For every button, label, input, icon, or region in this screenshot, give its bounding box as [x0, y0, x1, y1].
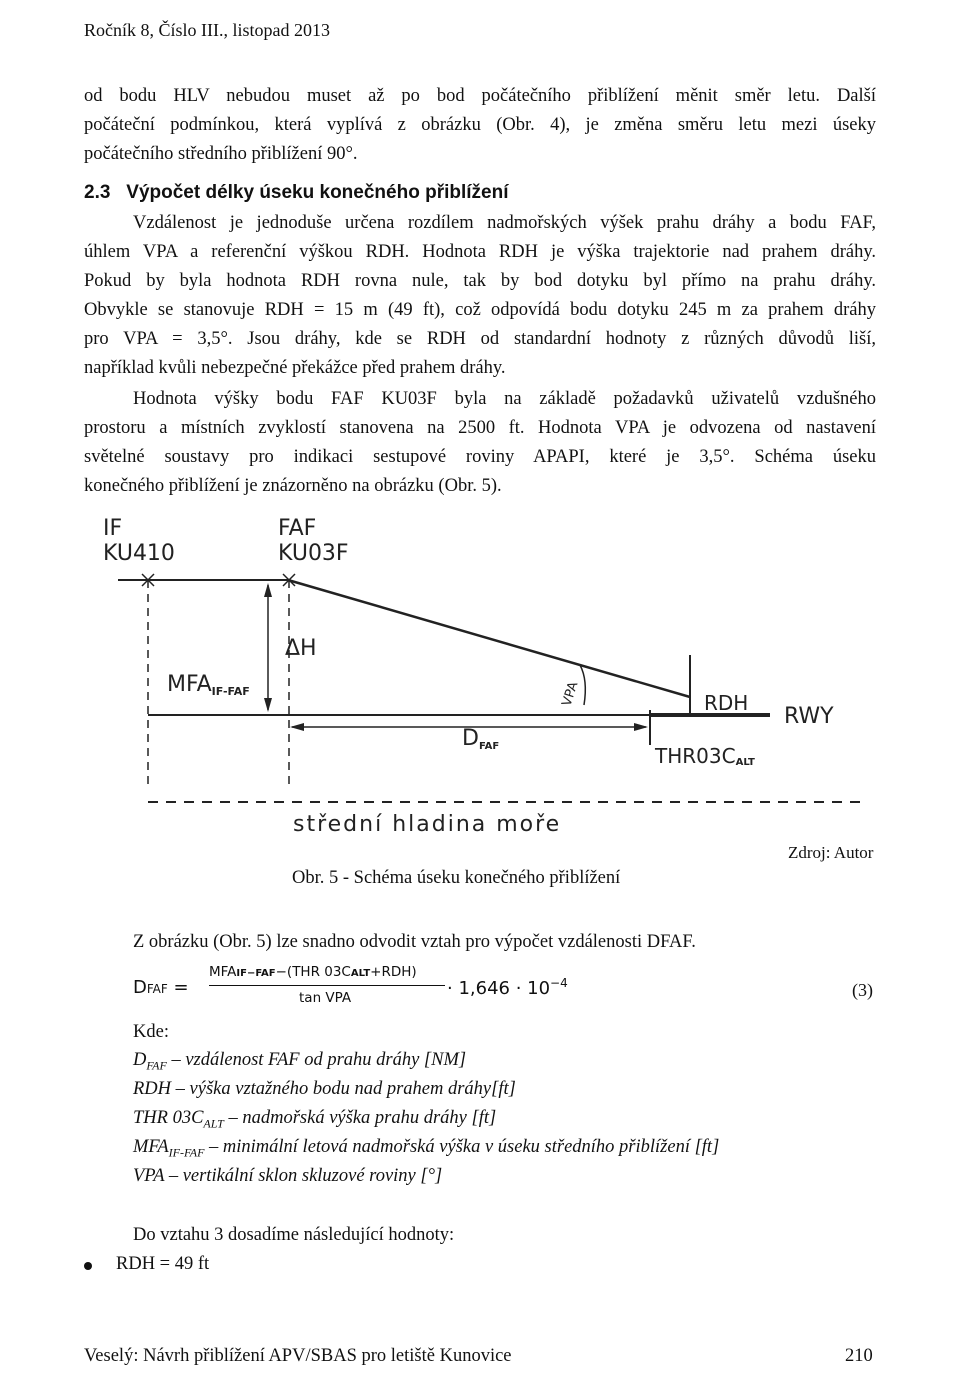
faf-label: FAF — [278, 516, 317, 541]
if-label: IF — [103, 516, 123, 541]
where-label: Kde: — [133, 1022, 169, 1042]
delta-h-label: ΔH — [285, 636, 317, 661]
figure-caption: Obr. 5 - Schéma úseku konečného přiblížení — [292, 868, 621, 888]
paragraph-line: počáteční podmínkou, která vyplívá z obrázku (Obr. 4), je změna směru letu mezi úseky — [84, 115, 876, 135]
figure-source: Zdroj: Autor — [788, 843, 874, 862]
thr-main: THR03C — [655, 744, 736, 768]
paragraph-line: od bodu HLV nebudou muset až po bod počátečního přiblížení měnit směr letu. Další — [84, 86, 876, 106]
paragraph-line: prostoru a místních zvyklostí stanovena na 2500 ft. Hodnota VPA je odvozena od nastavení — [84, 418, 876, 438]
bullet-item: RDH = 49 ft — [116, 1254, 210, 1274]
d-main: D — [462, 726, 479, 751]
paragraph-line: počátečního středního přiblížení 90°. — [84, 144, 358, 164]
descent-path-line — [288, 580, 690, 697]
paragraph-line: Do vztahu 3 dosadíme následující hodnoty: — [133, 1225, 455, 1245]
paragraph-line: Vzdálenost je jednoduše určena rozdílem nadmořských výšek prahu dráhy a bodu FAF, — [133, 213, 876, 233]
definition-item: VPA – vertikální sklon skluzové roviny [°] — [133, 1166, 443, 1186]
thr-sub: ALT — [735, 757, 755, 768]
eq-factor: · $1,646 \cdot 10^{-4}$ — [447, 976, 568, 999]
eq-numerator: MFAIF−FAF−(THR 03CALT+RDH) — [209, 964, 417, 980]
eq-number: (3) — [852, 980, 873, 1000]
paragraph-line: konečného přiblížení je znázorněno na obrázku (Obr. 5). — [84, 476, 502, 496]
section-number: 2.3 — [84, 182, 111, 203]
d-sub: FAF — [478, 741, 500, 752]
section-heading — [84, 182, 508, 204]
rwy-label: RWY — [784, 704, 834, 729]
bullet-dot — [84, 1262, 92, 1270]
d-faf-label — [462, 726, 499, 752]
paragraph-line: například kvůli nebezpečné překážce před prahem dráhy. — [84, 358, 506, 378]
paragraph-line: Pokud by byla hodnota RDH rovna nule, tak by bod dotyku byl přímo na prahu dráhy. — [84, 271, 876, 291]
definition-item: THR $03C_{ALT}$ – nadmořská výška prahu dráhy [ft] — [133, 1108, 497, 1131]
definition-item: $D_{FAF}$ – vzdálenost FAF od prahu dráhy [NM] — [133, 1050, 467, 1073]
mfa-label — [167, 672, 250, 698]
eq-lhs: DFAF = — [133, 977, 189, 998]
mfa-main: MFA — [167, 672, 212, 697]
equation — [133, 964, 876, 1012]
faf-code: KU03F — [278, 541, 349, 566]
paragraph-line: světelné soustavy pro indikaci sestupové roviny APAPI, které je 3,5°. Schéma úseku — [84, 447, 876, 467]
page-number: 210 — [845, 1346, 873, 1366]
definition-item: $MFA_{IF-FAF}$ – minimální letová nadmořská výška v úseku středního přiblížení [ft] — [133, 1137, 720, 1160]
paragraph-line: pro VPA = 3,5°. Jsou dráhy, kde se RDH od standardní hodnoty z různých důvodů liší, — [84, 329, 876, 349]
paragraph-line: Z obrázku (Obr. 5) lze snadno odvodit vztah pro výpočet vzdálenosti DFAF. — [133, 932, 696, 952]
if-code: KU410 — [103, 541, 175, 566]
definition-item: RDH – výška vztažného bodu nad prahem dráhy[ft] — [133, 1079, 516, 1099]
mfa-sub: IF-FAF — [211, 685, 250, 698]
paragraph-line: úhlem VPA a referenční výškou RDH. Hodnota RDH je výška trajektorie nad prahem dráhy. — [84, 242, 876, 262]
msl-label: střední hladina moře — [293, 812, 562, 837]
footer-title: Veselý: Návrh přiblížení APV/SBAS pro letiště Kunovice — [84, 1346, 512, 1366]
paragraph-line: Obvykle se stanovuje RDH = 15 m (49 ft), což odpovídá bodu dotyku 245 m za prahem dráhy — [84, 300, 876, 320]
thr-label — [654, 744, 755, 768]
eq-fraction-bar — [209, 985, 445, 986]
eq-denominator: tan VPA — [299, 990, 352, 1006]
running-header: Ročník 8, Číslo III., listopad 2013 — [84, 20, 330, 40]
section-title: Výpočet délky úseku konečného přiblížení — [126, 182, 509, 203]
vpa-label: VPA — [559, 680, 582, 709]
final-approach-diagram — [0, 505, 960, 845]
paragraph-line: Hodnota výšky bodu FAF KU03F byla na základě požadavků uživatelů vzdušného — [133, 389, 876, 409]
rdh-label: RDH — [704, 691, 749, 715]
